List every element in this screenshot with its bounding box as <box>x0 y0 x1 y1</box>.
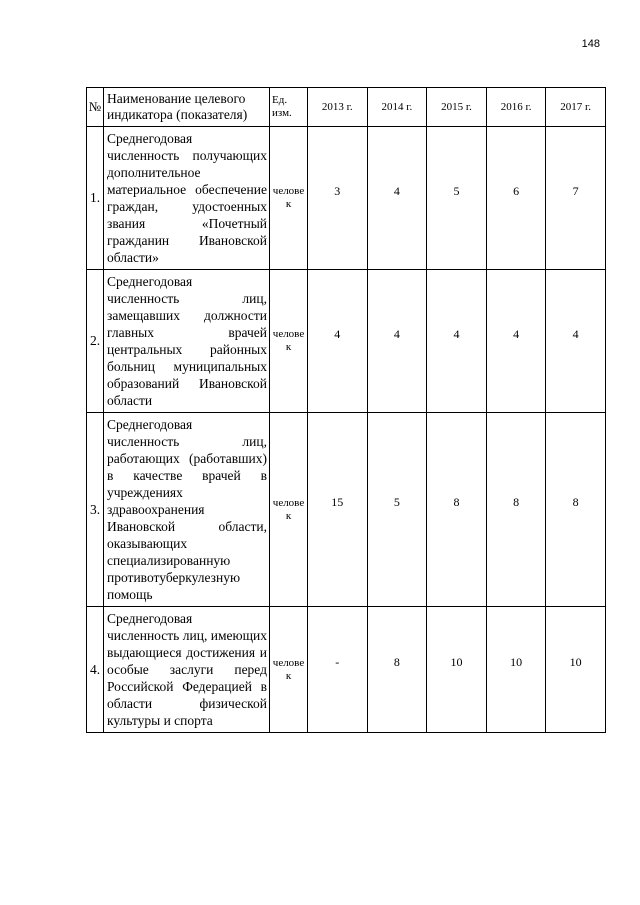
value-2016: 8 <box>486 413 546 607</box>
header-indicator-name: Наименование целевого индикатора (показателя) <box>104 88 270 127</box>
header-number: № <box>87 88 104 127</box>
value-2016: 10 <box>486 607 546 733</box>
value-2017: 7 <box>546 127 606 270</box>
value-2017: 10 <box>546 607 606 733</box>
indicators-table <box>86 87 606 733</box>
value-2015: 8 <box>427 413 487 607</box>
value-2013: 15 <box>308 413 368 607</box>
value-2016: 6 <box>486 127 546 270</box>
table-row <box>87 413 606 607</box>
header-unit: Ед. изм. <box>270 88 308 127</box>
value-2014: 8 <box>367 607 427 733</box>
table-row <box>87 607 606 733</box>
value-2013: 3 <box>308 127 368 270</box>
page-number: 148 <box>581 38 600 50</box>
value-2014: 5 <box>367 413 427 607</box>
unit-cell: человек <box>270 270 308 413</box>
value-2015: 5 <box>427 127 487 270</box>
table-header-row <box>87 88 606 127</box>
indicator-name: Среднегодовая численность лиц, имеющих выдающиеся достижения и особые заслуги перед Российской Федерацией в области физической культуры и спорта <box>104 607 270 733</box>
unit-cell: человек <box>270 127 308 270</box>
row-number: 1. <box>87 127 104 270</box>
indicator-name: Среднегодовая численность получающих дополнительное материальное обеспечение граждан, удостоенных звания «Почетный гражданин Ивановской области» <box>104 127 270 270</box>
value-2013: 4 <box>308 270 368 413</box>
header-year-2017: 2017 г. <box>546 88 606 127</box>
indicator-name: Среднегодовая численность лиц, работающих (работавших) в качестве врачей в учреждениях здравоохранения Ивановской области, оказывающих специализированную противотуберкулезную помощь <box>104 413 270 607</box>
value-2014: 4 <box>367 270 427 413</box>
indicator-name: Среднегодовая численность лиц, замещавших должности главных врачей центральных районных больниц муниципальных образований Ивановской области <box>104 270 270 413</box>
row-number: 2. <box>87 270 104 413</box>
row-number: 4. <box>87 607 104 733</box>
header-year-2013: 2013 г. <box>308 88 368 127</box>
unit-cell: человек <box>270 413 308 607</box>
value-2016: 4 <box>486 270 546 413</box>
value-2013: - <box>308 607 368 733</box>
table-row <box>87 270 606 413</box>
header-year-2016: 2016 г. <box>486 88 546 127</box>
value-2015: 4 <box>427 270 487 413</box>
value-2017: 4 <box>546 270 606 413</box>
header-year-2014: 2014 г. <box>367 88 427 127</box>
header-year-2015: 2015 г. <box>427 88 487 127</box>
value-2017: 8 <box>546 413 606 607</box>
value-2014: 4 <box>367 127 427 270</box>
unit-cell: человек <box>270 607 308 733</box>
table-row <box>87 127 606 270</box>
row-number: 3. <box>87 413 104 607</box>
value-2015: 10 <box>427 607 487 733</box>
